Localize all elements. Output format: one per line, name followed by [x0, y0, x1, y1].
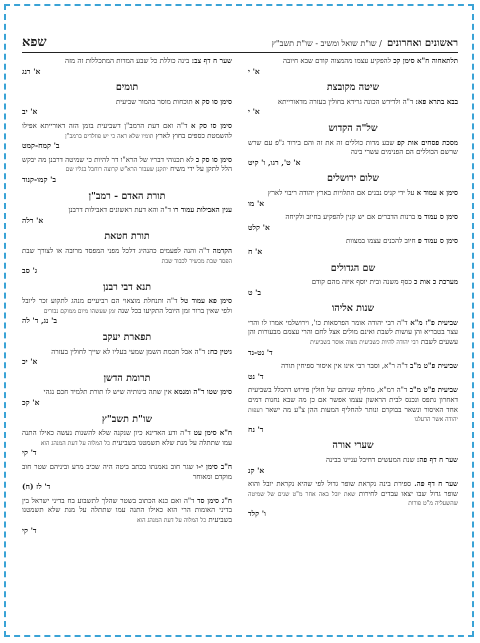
entry-citation: בבא בתרא פא: — [415, 96, 458, 106]
section-heading: שו"ת תשב"ץ — [101, 413, 153, 425]
entry-note: רעפות יהודה אשר הדעלנו — [248, 406, 458, 424]
section-heading: תפארת יעקב — [102, 332, 152, 344]
entry-note: רבי יהודה להיות כשביעית מצוה אוסר בשביעית — [310, 339, 419, 347]
index-entry — [22, 56, 232, 76]
entry-text: ד"ה ולדידש הכונה גרידא בחולין בעזרה מדאורייתא — [277, 97, 416, 106]
entry-note: יתקנן שעבור הרא"ש קרוצה רוחבל בגליו שם — [65, 166, 168, 174]
entry-reference: ב' ט — [248, 287, 262, 297]
entry-citation: הקדמה — [212, 245, 232, 255]
index-columns — [22, 56, 458, 626]
entry-reference: א' קלט — [248, 222, 270, 232]
section-heading: תורת האדם - רמב"ן — [88, 190, 166, 202]
header-title: ראשונים ואחרונים — [386, 38, 458, 49]
entry-text: תוכחות מוסר בהמור שביעית — [115, 97, 195, 106]
index-entry — [22, 496, 232, 535]
entry-text: ד"ה ר"א, וסבר רבי אינו אין איסור ספיחין תורה — [281, 362, 411, 371]
entry-citation: מערכת כ אות כ — [414, 277, 458, 287]
entry-text: שבע מדות כוללים זה את זה והם בירוד ג"פ עם שרש שרשם הכוללים הם הפנימים עשרי בינה — [248, 138, 458, 157]
entry-text: להפקיע עצמו מהמצוה קודם שבא חיובה — [283, 57, 394, 65]
entry-text: ד"ה רמ"א, מחליף שניהם של חולין פירוש דהכלל בשביעית דאחרון נתפס ונכנס לבית הראשון עצמו אפשר אם כן מה שבא נחנות דמים אחד האיסור ונשאר בבוקרם ונותר להחליף המעות ההן צ"ע מה ישאר — [248, 386, 458, 414]
section-heading: שיטה מקובצת — [326, 82, 380, 94]
header-title-group — [272, 31, 458, 50]
entry-text: ד"ה רבי יהודה אומר הפרסאות כו', וירושלמי אמרו לו והרי עצר בטבריא והן עושות לשבת ואינם מולים אצל לחם והרי עצמם מבעורות והן עשעים לשבת — [248, 318, 458, 347]
section-heading: שנות אליהו — [331, 303, 375, 315]
entry-note: שאת יובל באה אחר מ"ט שנים של שמיטה שהשעליה מ"ט פורות — [248, 490, 458, 508]
entry-citation: גיטין כח: — [207, 346, 232, 356]
running-header — [22, 30, 458, 53]
entry-reference: א' רנג — [22, 66, 41, 76]
entry-reference: ד' נט-נד — [248, 347, 273, 357]
entry-text: שגר חוב נאמנתו בכתב ביטה היה שכיב מרע וביניהם שטר חוב מוקדם ומאוחר — [22, 463, 232, 481]
entry-reference: ד' קי — [22, 525, 37, 535]
entry-note: זמן שעשהו מיום ממוקם נבורים — [43, 307, 116, 315]
entry-citation: סימן ס עמוד פ — [417, 236, 458, 246]
entry-reference: ד' נח — [248, 424, 264, 434]
index-entry — [22, 246, 232, 276]
entry-text: לא תכנוהי דבריו של הרא"ו דר להיות כי שמיטה דרבנן מה יבקש הלל לתקן על ידי משיח — [22, 155, 232, 174]
section-heading: תרומת הדשן — [103, 372, 151, 384]
index-entry — [248, 138, 458, 168]
entry-citation: שער ח דף צב: — [191, 56, 232, 65]
index-entry — [22, 97, 232, 117]
entry-reference: א' יב — [22, 107, 38, 117]
index-entry — [22, 121, 232, 151]
entry-citation: סימן א עמוד א — [416, 187, 458, 197]
entry-text: ד"ה ואם דעת הרמב"ן דשביעית בזמן הזה דאורייתא אפילו להשמטת כספים בחוץ לארץ — [22, 121, 232, 140]
entry-reference: ב' קמח-קמט — [22, 141, 60, 151]
index-entry — [22, 155, 232, 185]
entry-citation: שביעית פ"ז מ"א — [410, 317, 458, 327]
section-heading: שערי אורה — [332, 440, 374, 452]
entry-citation: סימן סו סק א — [194, 96, 232, 106]
entry-citation: שער ח דף פה: — [416, 455, 458, 464]
index-entry — [248, 361, 458, 381]
section-heading: תומים — [115, 82, 139, 94]
entry-reference: א' מו — [248, 198, 265, 208]
entry-text: כסף משנה ובית יוסף איזה מהם קודם — [311, 278, 415, 287]
entry-text: ד"ה והנה לפעמים כהנהיג דלכל מפני המפסד מרובה או לצורך שבת — [22, 246, 213, 255]
entry-citation: ח"ב סימן י-ו — [196, 462, 232, 471]
entry-reference: ג' סב — [22, 266, 38, 276]
index-entry — [248, 318, 458, 357]
entry-text: על ידי קניס נבנים אם התלויות בארץ יהודה ריבוי לארץ — [267, 188, 417, 197]
entry-citation: ח"א סימן עט — [193, 428, 232, 438]
index-entry — [22, 347, 232, 367]
index-entry — [22, 296, 232, 326]
entry-citation: ענין האבילות עמוד רו — [173, 205, 232, 215]
entry-reference: א' רלה — [22, 215, 44, 225]
entry-note: הפסד שבת מכשיר לכבוד שבת — [161, 257, 232, 265]
entry-text: ד"ה אבל חכמת השמן שמעי בעליו לא שייך לחולין בעזרה — [51, 347, 208, 356]
entry-citation: מסכת פסחים אות קפ — [397, 137, 458, 147]
entry-text: אין שתה בינותיה שיש לו תורת תלמיד חכם נגהי — [43, 388, 175, 397]
entry-citation: סימן פא עמוד טל — [180, 296, 232, 306]
entry-reference: א' קנ — [248, 465, 265, 475]
index-entry — [22, 428, 232, 458]
section-heading: תנא דבי רבנן — [103, 281, 151, 293]
entry-citation: סימן סו סק כ — [195, 154, 232, 164]
entry-text: בינה כוללת כל שבע המדות המתכללות זה מזה — [65, 57, 192, 65]
index-entry — [248, 455, 458, 475]
entry-reference: ד' קי — [22, 448, 37, 458]
entry-note: כל המלוה על דעת המנהג הוא — [136, 516, 207, 524]
entry-text: ברנות הדברים אם יש קנין להפקיע בחיוב ולקיחה — [285, 213, 418, 222]
index-entry — [248, 56, 458, 76]
entry-reference: ו' קלד — [248, 508, 266, 518]
entry-citation: סימן סו סק א — [191, 120, 232, 130]
index-entry — [248, 188, 458, 208]
entry-citation: שביעית פ"ט מ"ב — [409, 385, 458, 395]
document-page — [22, 30, 458, 626]
entry-note: כל המלוה על דעת המנהג הוא — [40, 439, 111, 447]
header-subtitle: / שו"ת שואל ומשיב - שו"ת תשב"ץ — [271, 39, 382, 48]
index-entry — [248, 385, 458, 434]
index-column-right — [248, 56, 458, 626]
page-number: שפא — [22, 35, 47, 50]
entry-text: ד"ה ודע האדינא כיון שנקנה שלא להשנות נעשה כאילו התנה עמו שתתלה על מנת שלא תשמטנו בשביעית — [22, 429, 232, 447]
entry-text: ד"ה ואם כנא הכתוב בשטר שהלך לתשבוע בח בדיני ישראל בין בדיני האומות הרי הוא כאילו התנה עמו שתתלה על מנת שלא תשמטנו בשביעית — [22, 496, 232, 524]
index-entry — [22, 387, 232, 407]
entry-text: שנת המעשים דחיבל עניינו בבינה — [325, 456, 417, 464]
entry-reference: ב' קמו-קנוד — [22, 174, 56, 184]
section-heading: שלום ירושלים — [326, 173, 379, 185]
entry-reference: א' י — [248, 66, 260, 76]
entry-citation: תלתאחוה ח"א סימן קכ — [393, 56, 458, 65]
index-entry — [22, 462, 232, 492]
entry-text: ד"ה ותנחלת מוצאוי הם רביעיים מנהג לתקוע זכר ליובל ולפי שאין ברור זמן היובל התקיעו בכל שנה — [22, 297, 232, 315]
index-column-left — [22, 56, 232, 626]
entry-reference: א' ח — [248, 246, 263, 256]
index-entry — [248, 479, 458, 518]
entry-note: תומיו שלא ראה כי יש פוזלדים ברמב"ן — [65, 132, 154, 140]
index-entry — [248, 212, 458, 232]
entry-reference: א' יכ — [22, 357, 38, 367]
entry-text: ד"ה והא דעת ראשונים דאבילות דרבנן — [68, 206, 174, 215]
index-entry — [248, 97, 458, 117]
section-heading: של"ה הקדוש — [328, 122, 378, 134]
entry-reference: א' קכ — [22, 398, 40, 408]
entry-reference: א' ט', רגו, ו' קיט — [248, 157, 301, 167]
index-entry — [248, 236, 458, 256]
index-entry — [22, 205, 232, 225]
entry-text: ספירת בינה נקראת שופר גדול לפי שהיא נקראת יובל והוא שופר גדול שבו יצאו עבדים לחירות — [248, 480, 458, 498]
entry-citation: ח"ג סימן סד — [197, 495, 232, 505]
entry-citation: סימן שטו ד"ה ומנמא — [174, 387, 232, 397]
entry-reference: ד' נט — [248, 371, 264, 381]
entry-reference: א' י — [248, 107, 260, 117]
entry-citation: סימן ס עמוד מ — [417, 212, 458, 222]
index-entry — [248, 277, 458, 297]
entry-citation: שער ח דף פה. — [414, 479, 458, 489]
section-heading: תורת חטאת — [104, 231, 150, 243]
entry-reference: ד' לז (ח) — [22, 482, 51, 492]
entry-citation: שביעית פ"ט מ"ב — [410, 361, 458, 371]
section-heading: שם הגדולים — [330, 262, 376, 274]
entry-reference: ב' נג, ד' לה — [22, 316, 57, 326]
entry-text: חיוב להכנים עצמו במצוות — [346, 237, 418, 246]
